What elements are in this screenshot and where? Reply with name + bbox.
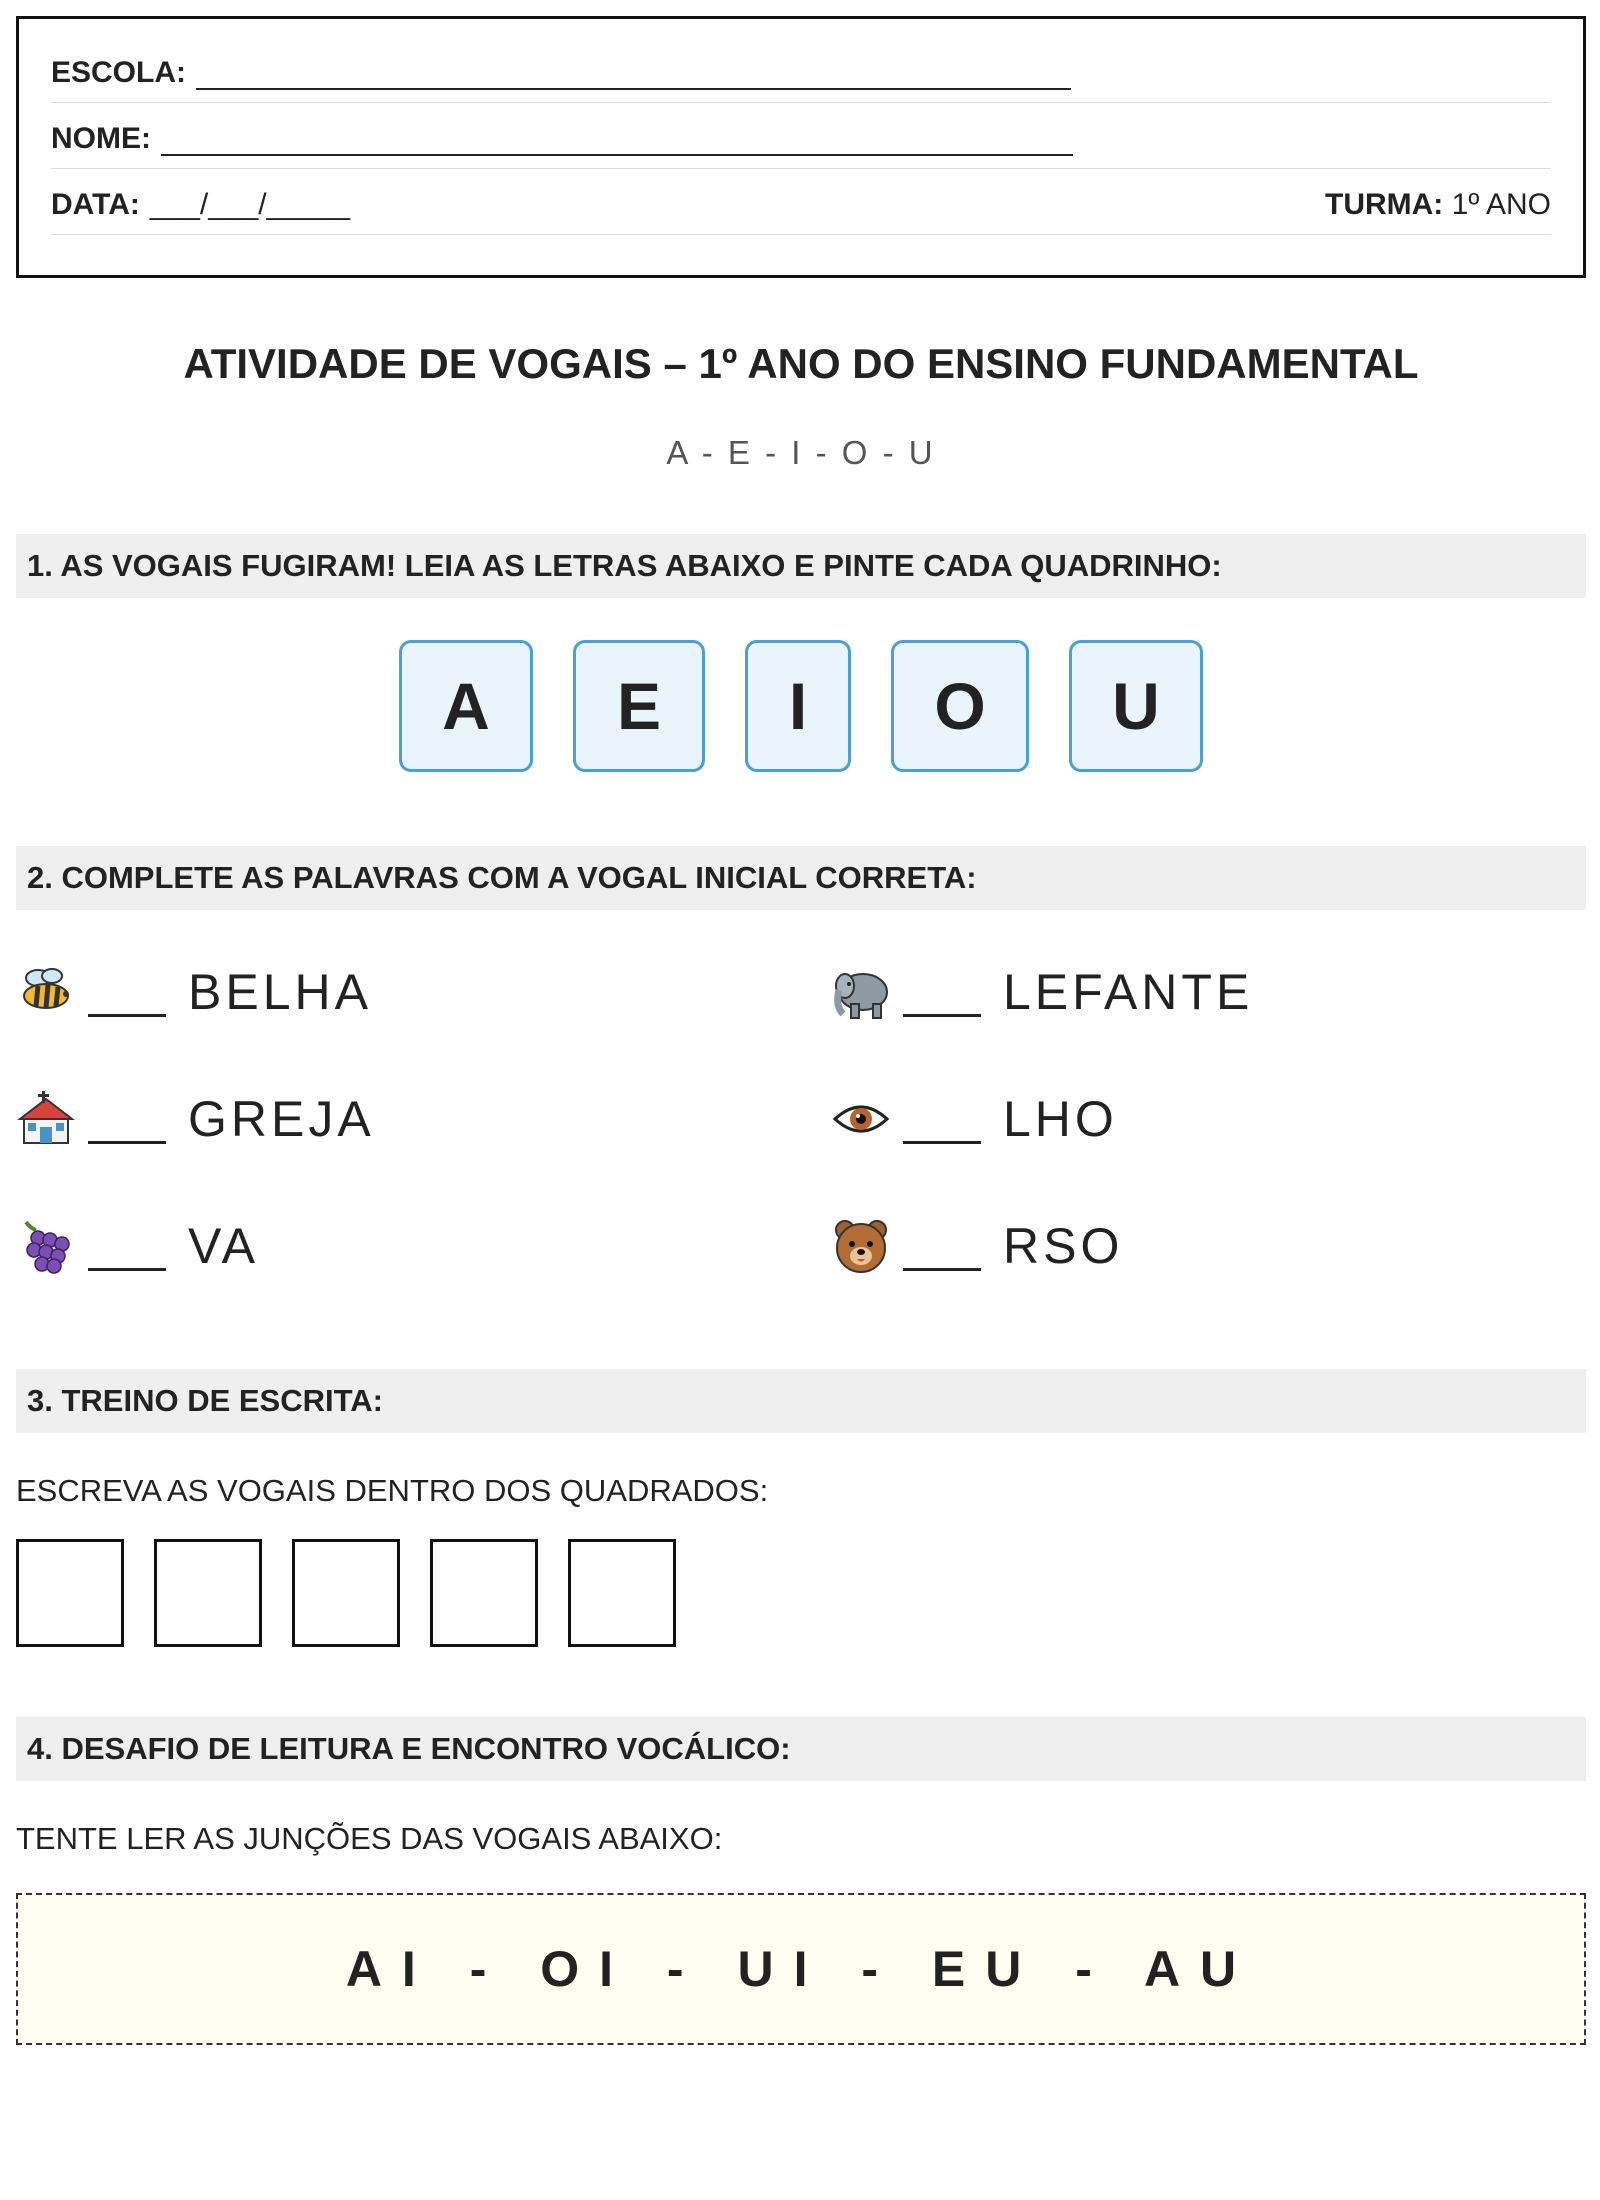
turma: [1325, 188, 1551, 222]
turma-value: 1º ANO: [1451, 188, 1551, 221]
vowel-box-o[interactable]: O: [891, 640, 1029, 772]
section-3-instruction: ESCREVA AS VOGAIS DENTRO DOS QUADRADOS:: [16, 1473, 769, 1508]
section-1-heading: 1. AS VOGAIS FUGIRAM! LEIA AS LETRAS ABAIXO E PINTE CADA QUADRINHO:: [16, 534, 1586, 598]
word-text: LHO: [1003, 1090, 1118, 1147]
writing-boxes: [16, 1539, 1586, 1647]
vowel-subtitle: A - E - I - O - U: [666, 434, 936, 471]
vowel-box-u[interactable]: U: [1069, 640, 1203, 772]
escola-label: ESCOLA:: [51, 56, 186, 89]
vowel-encounters-box: AI - OI - UI - EU - AU: [16, 1893, 1586, 2045]
writing-box[interactable]: [292, 1539, 400, 1647]
section-2-heading: 2. COMPLETE AS PALAVRAS COM A VOGAL INICIAL CORRETA:: [16, 846, 1586, 910]
bee-icon: [16, 962, 76, 1022]
section-4-instruction: TENTE LER AS JUNÇÕES DAS VOGAIS ABAIXO:: [16, 1821, 723, 1856]
word-text: RSO: [1003, 1217, 1124, 1274]
vowel-boxes: [16, 640, 1586, 776]
answer-blank[interactable]: [88, 1103, 166, 1144]
section-4-heading: 4. DESAFIO DE LEITURA E ENCONTRO VOCÁLICO:: [16, 1717, 1586, 1781]
grapes-icon: [16, 1216, 76, 1276]
turma-label: TURMA:: [1325, 188, 1444, 221]
writing-box[interactable]: [568, 1539, 676, 1647]
elephant-icon: [831, 962, 891, 1022]
vowel-box-a[interactable]: A: [399, 640, 533, 772]
section-3-heading: 3. TREINO DE ESCRITA:: [16, 1369, 1586, 1433]
answer-blank[interactable]: [903, 1230, 981, 1271]
data-blank[interactable]: ___/___/_____: [149, 188, 351, 221]
answer-blank[interactable]: [903, 976, 981, 1017]
worksheet-page: [16, 16, 1586, 2045]
word-item: [831, 928, 1586, 1055]
vowel-box-e[interactable]: E: [573, 640, 705, 772]
writing-box[interactable]: [430, 1539, 538, 1647]
nome-row: [51, 103, 1551, 169]
word-item: [16, 1182, 831, 1309]
word-item: [831, 1055, 1586, 1182]
escola-row: [51, 37, 1551, 103]
nome-line[interactable]: [161, 128, 1073, 156]
vowel-box-i[interactable]: I: [745, 640, 851, 772]
nome-label: NOME:: [51, 122, 151, 155]
bear-icon: [831, 1216, 891, 1276]
answer-blank[interactable]: [88, 976, 166, 1017]
word-item: [16, 1055, 831, 1182]
data-label: DATA:: [51, 188, 140, 221]
word-text: VA: [188, 1217, 259, 1274]
words-grid: [16, 928, 1586, 1309]
escola-line[interactable]: [196, 62, 1071, 90]
data-row: [51, 169, 1551, 235]
eye-icon: [831, 1089, 891, 1149]
writing-box[interactable]: [154, 1539, 262, 1647]
writing-box[interactable]: [16, 1539, 124, 1647]
word-text: GREJA: [188, 1090, 375, 1147]
word-item: [831, 1182, 1586, 1309]
word-text: BELHA: [188, 963, 372, 1020]
word-item: [16, 928, 831, 1055]
church-icon: [16, 1089, 76, 1149]
student-info-box: [16, 16, 1586, 278]
page-title: ATIVIDADE DE VOGAIS – 1º ANO DO ENSINO FUNDAMENTAL: [183, 340, 1419, 387]
answer-blank[interactable]: [903, 1103, 981, 1144]
word-text: LEFANTE: [1003, 963, 1254, 1020]
answer-blank[interactable]: [88, 1230, 166, 1271]
